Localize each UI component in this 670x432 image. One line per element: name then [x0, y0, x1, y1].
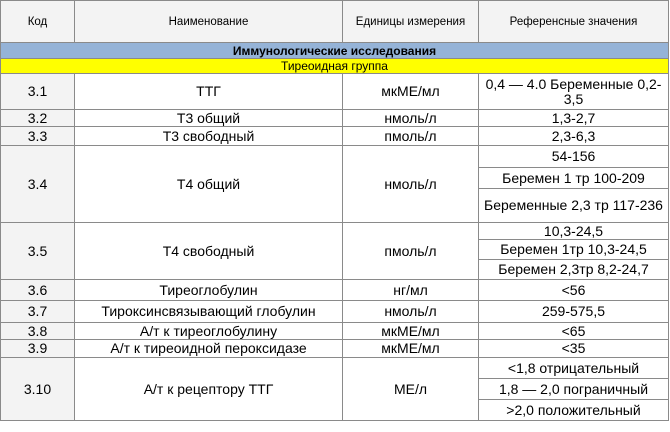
cell-reference: 1,3-2,7: [479, 110, 669, 127]
cell-name: Т3 общий: [75, 110, 343, 127]
cell-reference: Беремен 2,3тр 8,2-24,7: [479, 260, 669, 280]
cell-name: ТТГ: [75, 74, 343, 110]
header-name: Наименование: [75, 1, 343, 43]
table-row: [1, 301, 669, 323]
cell-code: 3.3: [1, 127, 75, 146]
cell-unit: нмоль/л: [343, 146, 479, 223]
cell-reference: <65: [479, 323, 669, 340]
cell-reference: Беремен 1 тр 100-209: [479, 168, 669, 189]
cell-reference: Беременные 2,3 тр 117-236: [479, 189, 669, 223]
cell-code: 3.1: [1, 74, 75, 110]
table-row: [1, 358, 669, 379]
cell-unit: пмоль/л: [343, 223, 479, 280]
cell-name: А/т к рецептору ТТГ: [75, 358, 343, 421]
table-row: [1, 323, 669, 340]
table-body: [1, 43, 669, 421]
cell-reference: 54-156: [479, 146, 669, 168]
cell-name: Тироксинсвязывающий глобулин: [75, 301, 343, 323]
table-row: [1, 280, 669, 301]
group-title: Тиреоидная группа: [1, 59, 669, 74]
cell-name: Т4 свободный: [75, 223, 343, 280]
header-row: [1, 1, 669, 43]
cell-name: Тиреоглобулин: [75, 280, 343, 301]
cell-name: А/т к тиреоидной пероксидазе: [75, 340, 343, 358]
cell-reference: Беремен 1тр 10,3-24,5: [479, 240, 669, 260]
cell-reference: 2,3-6,3: [479, 127, 669, 146]
cell-reference: <35: [479, 340, 669, 358]
cell-code: 3.10: [1, 358, 75, 421]
cell-code: 3.4: [1, 146, 75, 223]
header-reference: Референсные значения: [479, 1, 669, 43]
table-row: [1, 127, 669, 146]
cell-code: 3.5: [1, 223, 75, 280]
cell-unit: нмоль/л: [343, 110, 479, 127]
group-row: [1, 59, 669, 74]
cell-unit: нмоль/л: [343, 301, 479, 323]
cell-reference: <1,8 отрицательный: [479, 358, 669, 379]
table-row: [1, 146, 669, 168]
header-units: Единицы измерения: [343, 1, 479, 43]
cell-name: А/т к тиреоглобулину: [75, 323, 343, 340]
table-row: [1, 340, 669, 358]
header-code: Код: [1, 1, 75, 43]
cell-code: 3.6: [1, 280, 75, 301]
cell-reference: 0,4 — 4.0 Беременные 0,2-3,5: [479, 74, 669, 110]
table-row: [1, 223, 669, 240]
section-row: [1, 43, 669, 59]
cell-name: Т3 свободный: [75, 127, 343, 146]
cell-unit: МЕ/л: [343, 358, 479, 421]
cell-unit: мкМЕ/мл: [343, 323, 479, 340]
cell-reference: 10,3-24,5: [479, 223, 669, 240]
cell-unit: нг/мл: [343, 280, 479, 301]
cell-reference: >2,0 положительный: [479, 400, 669, 421]
cell-name: Т4 общий: [75, 146, 343, 223]
cell-reference: 1,8 — 2,0 пограничный: [479, 379, 669, 400]
cell-unit: мкМЕ/мл: [343, 340, 479, 358]
table-row: [1, 74, 669, 110]
cell-code: 3.9: [1, 340, 75, 358]
cell-code: 3.7: [1, 301, 75, 323]
cell-code: 3.2: [1, 110, 75, 127]
cell-unit: мкМЕ/мл: [343, 74, 479, 110]
cell-reference: 259-575,5: [479, 301, 669, 323]
table-row: [1, 110, 669, 127]
cell-code: 3.8: [1, 323, 75, 340]
section-title: Иммунологические исследования: [1, 43, 669, 59]
cell-reference: <56: [479, 280, 669, 301]
cell-unit: пмоль/л: [343, 127, 479, 146]
